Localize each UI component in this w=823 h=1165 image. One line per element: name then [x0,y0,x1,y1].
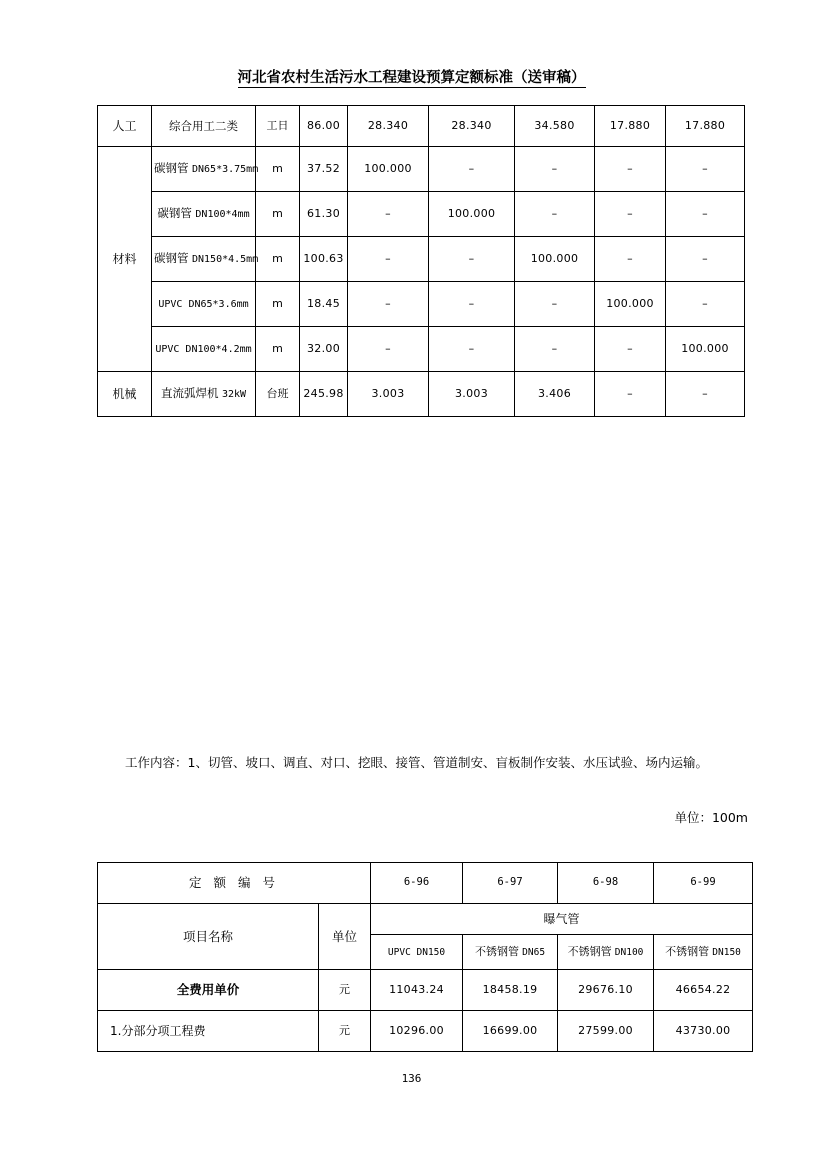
sub-header [654,935,753,970]
row-value: 34.580 [515,106,595,147]
quota-row-value: 29676.10 [558,970,654,1011]
row-price: 32.00 [300,327,348,372]
row-value: – [595,192,666,237]
sub-header [558,935,654,970]
quota-row-value: 27599.00 [558,1011,654,1052]
row-description-spec: DN150*4.5mm [192,254,259,266]
page-number: 136 [401,1072,422,1085]
table-row [98,372,745,417]
row-value: – [666,282,745,327]
row-description [152,327,256,372]
row-unit: m [256,282,300,327]
row-value: – [595,372,666,417]
row-description [152,237,259,282]
row-price: 245.98 [300,372,348,417]
row-value: – [348,192,429,237]
table-row [98,904,753,935]
sub-header-name: 不锈钢管 [474,944,519,958]
row-description-name: 综合用工二类 [169,118,238,133]
quota-row-value: 10296.00 [371,1011,463,1052]
row-value: – [348,282,429,327]
row-value: – [515,147,595,192]
row-value: – [666,372,745,417]
row-value: – [429,147,515,192]
row-value: 100.000 [429,192,515,237]
row-description [152,282,256,327]
materials-table-body [98,106,745,417]
row-value: 100.000 [666,327,745,372]
row-description-spec: DN65*3.75mm [192,164,259,176]
row-description [152,192,256,237]
row-value: – [595,147,666,192]
sub-header-code: DN65 [522,946,546,958]
row-description [152,372,256,417]
sub-header-name: 不锈钢管 [665,944,710,958]
table-row [98,282,745,327]
row-value: – [348,237,429,282]
row-price: 61.30 [300,192,348,237]
row-value: 100.000 [348,147,429,192]
row-description [152,106,256,147]
quota-row-unit: 元 [319,1011,371,1052]
table-row [98,1011,753,1052]
row-description [152,147,259,192]
row-description-name: 直流弧焊机 [160,386,219,401]
quota-row-value: 11043.24 [371,970,463,1011]
table-row [98,237,745,282]
row-description-name: 碳钢管 [157,206,192,221]
row-value: 28.340 [348,106,429,147]
sub-header-name: 不锈钢管 [567,944,612,958]
quota-row-value: 16699.00 [463,1011,558,1052]
quota-row-value: 43730.00 [654,1011,753,1052]
quota-row-name: 1.分部分项工程费 [98,1011,319,1052]
row-value: 100.000 [515,237,595,282]
row-unit: 台班 [256,372,300,417]
row-value: – [666,147,745,192]
row-value: – [515,192,595,237]
page-title-text: 河北省农村生活污水工程建设预算定额标准（送审稿） [237,70,586,86]
row-value: – [429,282,515,327]
quota-code: 6-98 [558,863,654,904]
row-value: 100.000 [595,282,666,327]
row-category: 材料 [98,147,152,372]
row-value: – [666,192,745,237]
table-row [98,863,753,904]
row-value: – [595,237,666,282]
row-value: – [429,327,515,372]
quota-row-name: 全费用单价 [98,970,319,1011]
quota-code-label: 定 额 编 号 [98,863,371,904]
quota-code: 6-99 [654,863,753,904]
row-value: 17.880 [666,106,745,147]
row-category: 机械 [98,372,152,417]
unit-note: 单位：100m [674,810,748,825]
table-row [98,327,745,372]
row-unit: 工日 [256,106,300,147]
quota-code: 6-96 [371,863,463,904]
row-value: – [429,237,515,282]
row-description-name: 碳钢管 [154,251,189,266]
row-value: 3.003 [429,372,515,417]
row-value: 3.003 [348,372,429,417]
sub-header [463,935,558,970]
row-value: – [348,327,429,372]
row-description-spec: 32kW [221,389,247,401]
work-content-note [97,748,747,778]
sub-header-code: DN100 [614,946,644,958]
table-row [98,106,745,147]
materials-table [97,105,745,417]
quota-table-body [98,863,753,1052]
row-description-spec: UPVC DN65*3.6mm [158,298,249,310]
table-row [98,192,745,237]
row-price: 100.63 [300,237,348,282]
quota-table [97,862,753,1052]
row-value: 17.880 [595,106,666,147]
row-price: 37.52 [300,147,348,192]
row-unit: m [256,192,300,237]
sub-header-code: UPVC DN150 [387,946,446,958]
group-header: 曝气管 [371,904,753,935]
row-description-spec: DN100*4mm [195,209,250,221]
row-description-spec: UPVC DN100*4.2mm [155,343,252,355]
row-value: – [515,282,595,327]
row-description-name: 碳钢管 [154,161,189,176]
project-name-header: 项目名称 [98,904,319,970]
quota-row-value: 46654.22 [654,970,753,1011]
row-value: – [595,327,666,372]
row-unit: m [256,327,300,372]
page-title [0,68,823,88]
quota-row-unit: 元 [319,970,371,1011]
row-unit: m [256,237,300,282]
row-price: 18.45 [300,282,348,327]
row-value: – [666,237,745,282]
quota-code: 6-97 [463,863,558,904]
row-category: 人工 [98,106,152,147]
sub-header [371,935,463,970]
table-row [98,147,745,192]
row-price: 86.00 [300,106,348,147]
quota-row-value: 18458.19 [463,970,558,1011]
row-value: 3.406 [515,372,595,417]
unit-header: 单位 [319,904,371,970]
row-value: – [515,327,595,372]
table-row [98,970,753,1011]
row-value: 28.340 [429,106,515,147]
sub-header-code: DN150 [712,946,741,958]
row-unit: m [256,147,300,192]
work-content-text: 工作内容：1、切管、坡口、调直、对口、挖眼、接管、管道制安、盲板制作安装、水压试验、场内运输。 [125,755,708,770]
